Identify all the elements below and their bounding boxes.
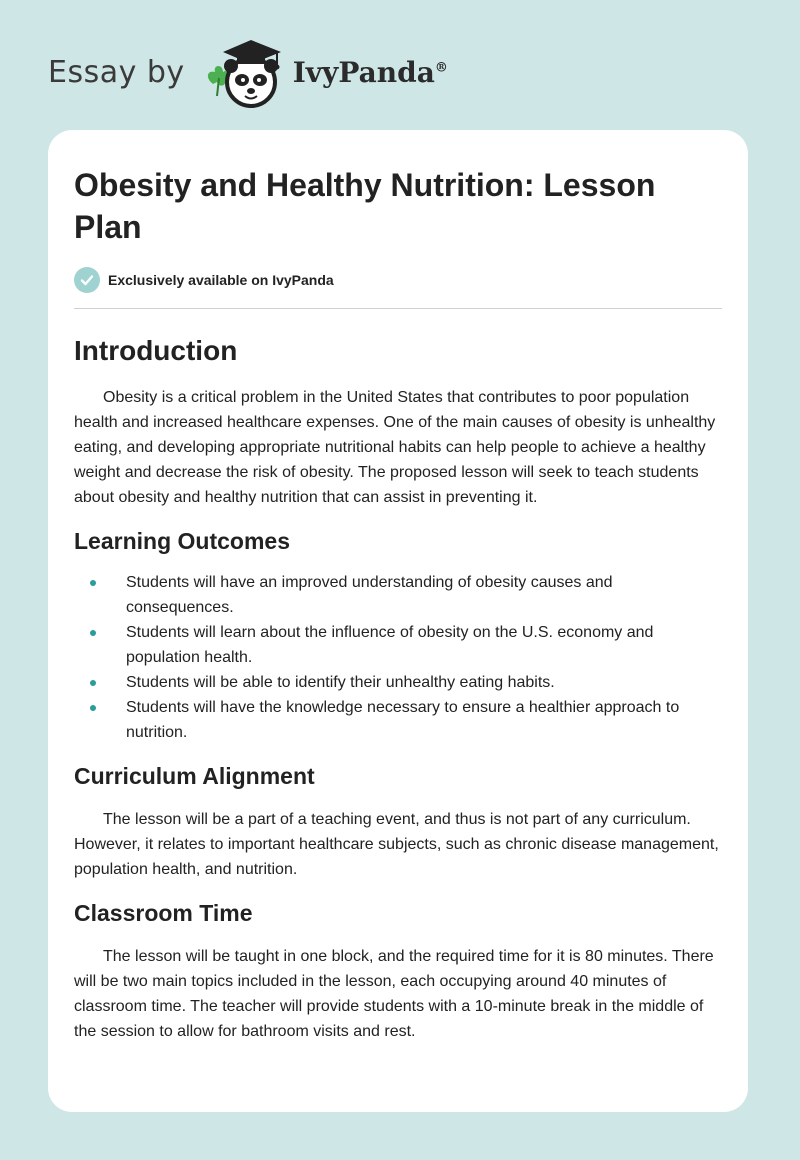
badge-text: Exclusively available on IvyPanda — [108, 272, 334, 288]
divider — [74, 308, 722, 309]
classroom-time-heading: Classroom Time — [74, 900, 253, 926]
brand-header[interactable] — [48, 34, 448, 110]
curriculum-alignment-paragraph: The lesson will be a part of a teaching event, and thus is not part of any curriculum. However, it relates to important healthcare subjects, such as chronic disease management, population health, and nutrition. — [74, 811, 719, 878]
introduction-heading: Introduction — [74, 335, 238, 366]
list-item: Students will have an improved understanding of obesity causes and consequences. — [126, 570, 722, 620]
list-item: Students will learn about the influence of obesity on the U.S. economy and population health. — [126, 620, 722, 670]
brand-name: IvyPanda® — [292, 55, 448, 89]
learning-outcomes-heading: Learning Outcomes — [74, 528, 290, 554]
panda-logo-icon — [199, 34, 289, 110]
checkmark-icon — [74, 267, 100, 293]
exclusive-badge — [74, 266, 722, 294]
classroom-time-paragraph: The lesson will be taught in one block, and the required time for it is 80 minutes. There will be two main topics included in the lesson, each occupying around 40 minutes of classroom time. The teacher will provide students with a 10-minute break in the middle of the session to allow for bathroom visits and rest. — [74, 948, 714, 1040]
page-title: Obesity and Healthy Nutrition: Lesson Plan — [74, 167, 656, 245]
list-item: Students will be able to identify their unhealthy eating habits. — [126, 670, 722, 695]
brand-prefix: Essay by — [48, 54, 185, 90]
curriculum-alignment-heading: Curriculum Alignment — [74, 763, 315, 789]
learning-outcomes-list — [74, 570, 722, 745]
introduction-paragraph: Obesity is a critical problem in the United States that contributes to poor population health and increased healthcare expenses. One of the main causes of obesity is unhealthy eating, and developing appropriate nutritional habits can help people to achieve a healthy weight and decrease the risk of obesity. The proposed lesson will seek to teach students about obesity and healthy nutrition that can assist in preventing it. — [74, 389, 716, 506]
article-card — [48, 130, 748, 1112]
list-item: Students will have the knowledge necessary to ensure a healthier approach to nutrition. — [126, 695, 722, 745]
